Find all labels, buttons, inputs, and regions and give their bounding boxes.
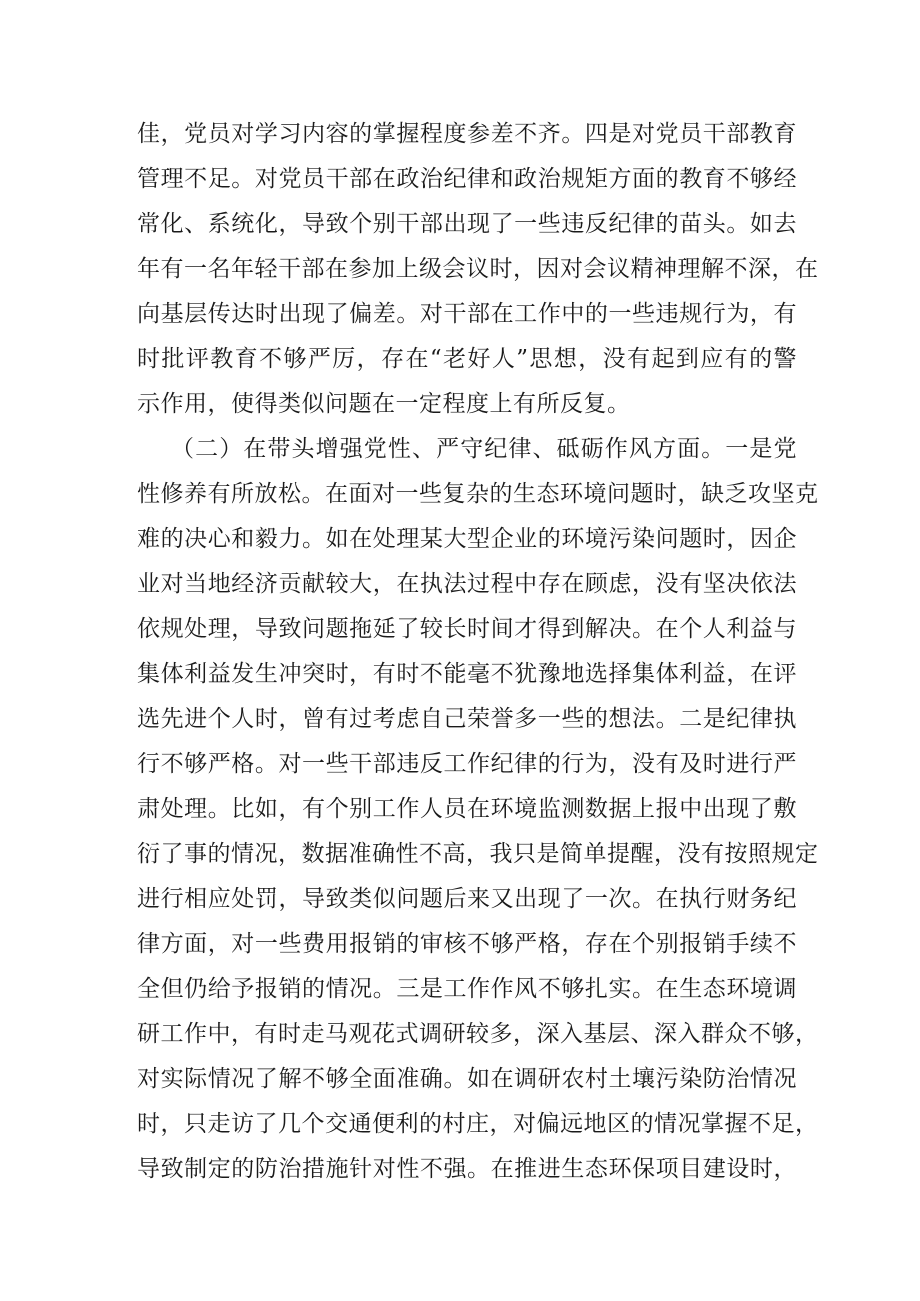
text-line: 全但仍给予报销的情况。三是工作作风不够扎实。在生态环境调	[137, 976, 797, 1002]
text-line: 业对当地经济贡献较大，在执法过程中存在顾虑，没有坚决依法	[137, 571, 797, 597]
text-line: 管理不足。对党员干部在政治纪律和政治规矩方面的教育不够经	[137, 166, 797, 192]
text-line: 向基层传达时出现了偏差。对干部在工作中的一些违规行为，有	[137, 301, 797, 327]
text-line: 年有一名年轻干部在参加上级会议时，因对会议精神理解不深，在	[137, 256, 819, 282]
text-line: （二）在带头增强党性、严守纪律、砥砺作风方面。一是党	[171, 436, 797, 462]
text-line: 示作用，使得类似问题在一定程度上有所反复。	[137, 391, 631, 417]
paragraph-1	[137, 112, 819, 427]
text-line: 时，只走访了几个交通便利的村庄，对偏远地区的情况掌握不足，	[137, 1111, 819, 1137]
text-line: 衍了事的情况，数据准确性不高，我只是简单提醒，没有按照规定	[137, 841, 819, 867]
text-line: 性修养有所放松。在面对一些复杂的生态环境问题时，缺乏攻坚克	[137, 481, 819, 507]
text-line: 常化、系统化，导致个别干部出现了一些违反纪律的苗头。如去	[137, 211, 797, 237]
text-line: 时批评教育不够严厉，存在“老好人”思想，没有起到应有的警	[137, 346, 797, 372]
text-line: 导致制定的防治措施针对性不强。在推进生态环保项目建设时，	[137, 1156, 797, 1182]
text-line: 进行相应处罚，导致类似问题后来又出现了一次。在执行财务纪	[137, 886, 797, 912]
text-line: 律方面，对一些费用报销的审核不够严格，存在个别报销手续不	[137, 931, 797, 957]
text-line: 研工作中，有时走马观花式调研较多，深入基层、深入群众不够，	[137, 1021, 819, 1047]
text-line: 集体利益发生冲突时，有时不能毫不犹豫地选择集体利益，在评	[137, 661, 797, 687]
text-line: 依规处理，导致问题拖延了较长时间才得到解决。在个人利益与	[137, 616, 797, 642]
paragraph-2	[137, 427, 819, 1192]
text-line: 佳，党员对学习内容的掌握程度参差不齐。四是对党员干部教育	[137, 121, 797, 147]
text-line: 难的决心和毅力。如在处理某大型企业的环境污染问题时，因企	[137, 526, 797, 552]
text-line: 行不够严格。对一些干部违反工作纪律的行为，没有及时进行严	[137, 751, 797, 777]
text-line: 肃处理。比如，有个别工作人员在环境监测数据上报中出现了敷	[137, 796, 797, 822]
text-line: 对实际情况了解不够全面准确。如在调研农村土壤污染防治情况	[137, 1066, 797, 1092]
document-page	[137, 112, 819, 1192]
text-line: 选先进个人时，曾有过考虑自己荣誉多一些的想法。二是纪律执	[137, 706, 797, 732]
